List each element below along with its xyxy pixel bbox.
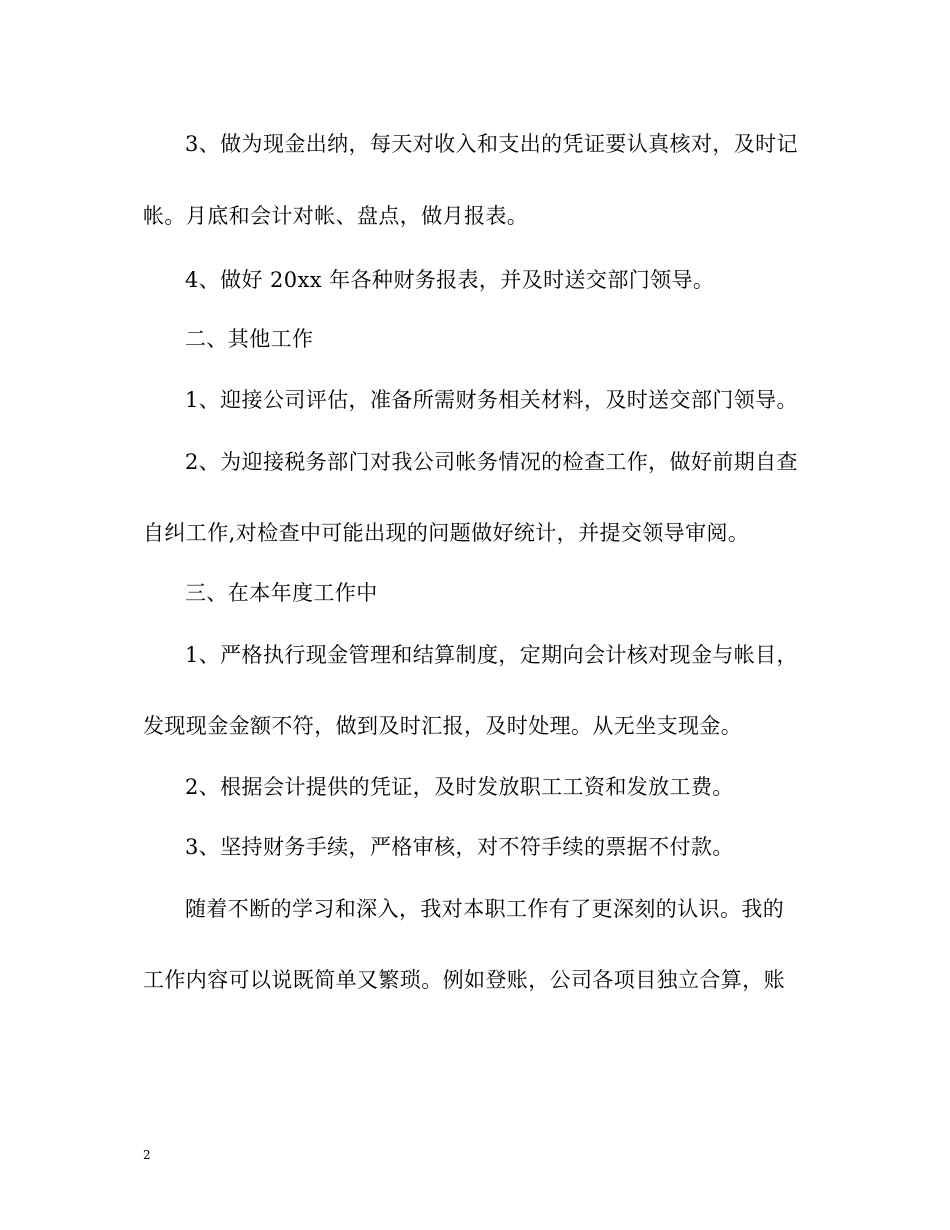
paragraph-line-3: 4、做好 20xx 年各种财务报表，并及时送交部门领导。 bbox=[185, 268, 715, 292]
paragraph-line-11: 2、根据会计提供的凭证，及时发放职工工资和发放工费。 bbox=[185, 775, 734, 799]
paragraph-line-10: 发现现金金额不符，做到及时汇报，及时处理。从无坐支现金。 bbox=[143, 714, 743, 738]
paragraph-line-6: 2、为迎接税务部门对我公司帐务情况的检查工作，做好前期自查 bbox=[185, 450, 798, 474]
paragraph-line-1: 3、做为现金出纳，每天对收入和支出的凭证要认真核对，及时记 bbox=[185, 132, 798, 156]
paragraph-line-9: 1、严格执行现金管理和结算制度，定期向会计核对现金与帐目， bbox=[185, 643, 798, 667]
paragraph-line-5: 1、迎接公司评估，准备所需财务相关材料，及时送交部门领导。 bbox=[185, 388, 798, 412]
page-number: 2 bbox=[143, 1148, 151, 1162]
paragraph-line-14: 工作内容可以说既简单又繁琐。例如登账，公司各项目独立合算，账 bbox=[143, 968, 785, 992]
section-heading-other-work: 二、其他工作 bbox=[185, 327, 314, 351]
paragraph-line-7: 自纠工作,对检查中可能出现的问题做好统计，并提交领导审阅。 bbox=[143, 521, 750, 545]
section-heading-this-year: 三、在本年度工作中 bbox=[185, 581, 378, 605]
paragraph-line-2: 帐。月底和会计对帐、盘点，做月报表。 bbox=[143, 204, 529, 228]
paragraph-line-12: 3、坚持财务手续，严格审核，对不符手续的票据不付款。 bbox=[185, 835, 734, 859]
paragraph-line-13: 随着不断的学习和深入，我对本职工作有了更深刻的认识。我的 bbox=[185, 897, 785, 921]
